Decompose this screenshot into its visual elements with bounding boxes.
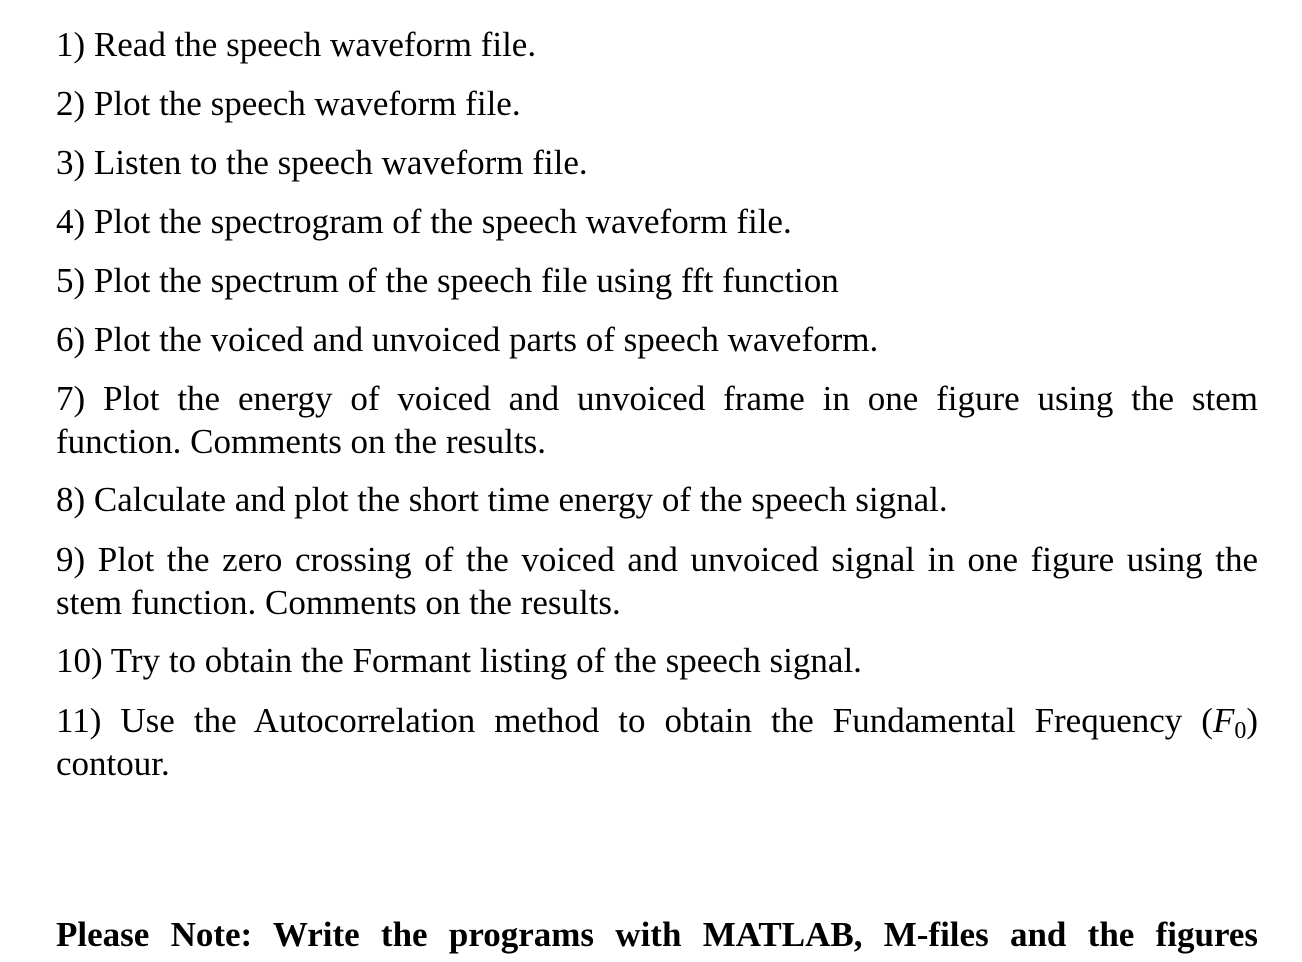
fundamental-frequency-symbol [1212,701,1247,744]
item-text: Plot the spectrum of the speech file using fft function [93,261,839,300]
item-number: 7) [56,379,86,418]
list-item-5 [56,259,1258,302]
item-number: 6) [56,320,86,359]
item-text: Calculate and plot the short time energy of the speech signal. [93,480,948,519]
item-number: 3) [56,143,86,182]
symbol-subscript: 0 [1234,718,1247,744]
list-item-6 [56,318,1258,361]
item-text: Plot the voiced and unvoiced parts of speech waveform. [93,320,879,359]
item-number: 10) [56,641,103,680]
item-number: 9) [56,540,86,579]
item-number: 1) [56,25,86,64]
item-number: 2) [56,84,86,123]
item-text: Plot the speech waveform file. [93,84,521,123]
item-text: Try to obtain the Formant listing of the speech signal. [110,641,862,680]
item-number: 5) [56,261,86,300]
list-item-2 [56,82,1258,125]
list-item-9 [56,538,1258,624]
document-page [56,0,1258,962]
list-item-1 [56,23,1258,66]
item-text: Plot the energy of voiced and unvoiced frame in one figure using the stem function. Comments on the results. [56,379,1258,461]
list-item-11 [56,699,1258,785]
item-text-after: ) contour. [56,701,1259,783]
item-number: 4) [56,202,86,241]
list-item-7 [56,377,1258,463]
item-text: Listen to the speech waveform file. [93,143,588,182]
please-note-line: Please Note: Write the programs with MATLAB, M-files and the figures [56,915,1258,954]
list-item-8 [56,478,1258,521]
item-text: Plot the zero crossing of the voiced and unvoiced signal in one figure using the stem function. Comments on the results. [56,540,1259,622]
item-text: Plot the spectrogram of the speech waveform file. [93,202,792,241]
item-number: 11) [56,701,102,740]
item-text-before: Use the Autocorrelation method to obtain the Fundamental Frequency ( [120,701,1213,740]
item-text: Read the speech waveform file. [93,25,537,64]
list-item-3 [56,141,1258,184]
list-item-10 [56,639,1258,682]
symbol-letter: F [1212,701,1235,740]
list-item-4 [56,200,1258,243]
item-number: 8) [56,480,86,519]
